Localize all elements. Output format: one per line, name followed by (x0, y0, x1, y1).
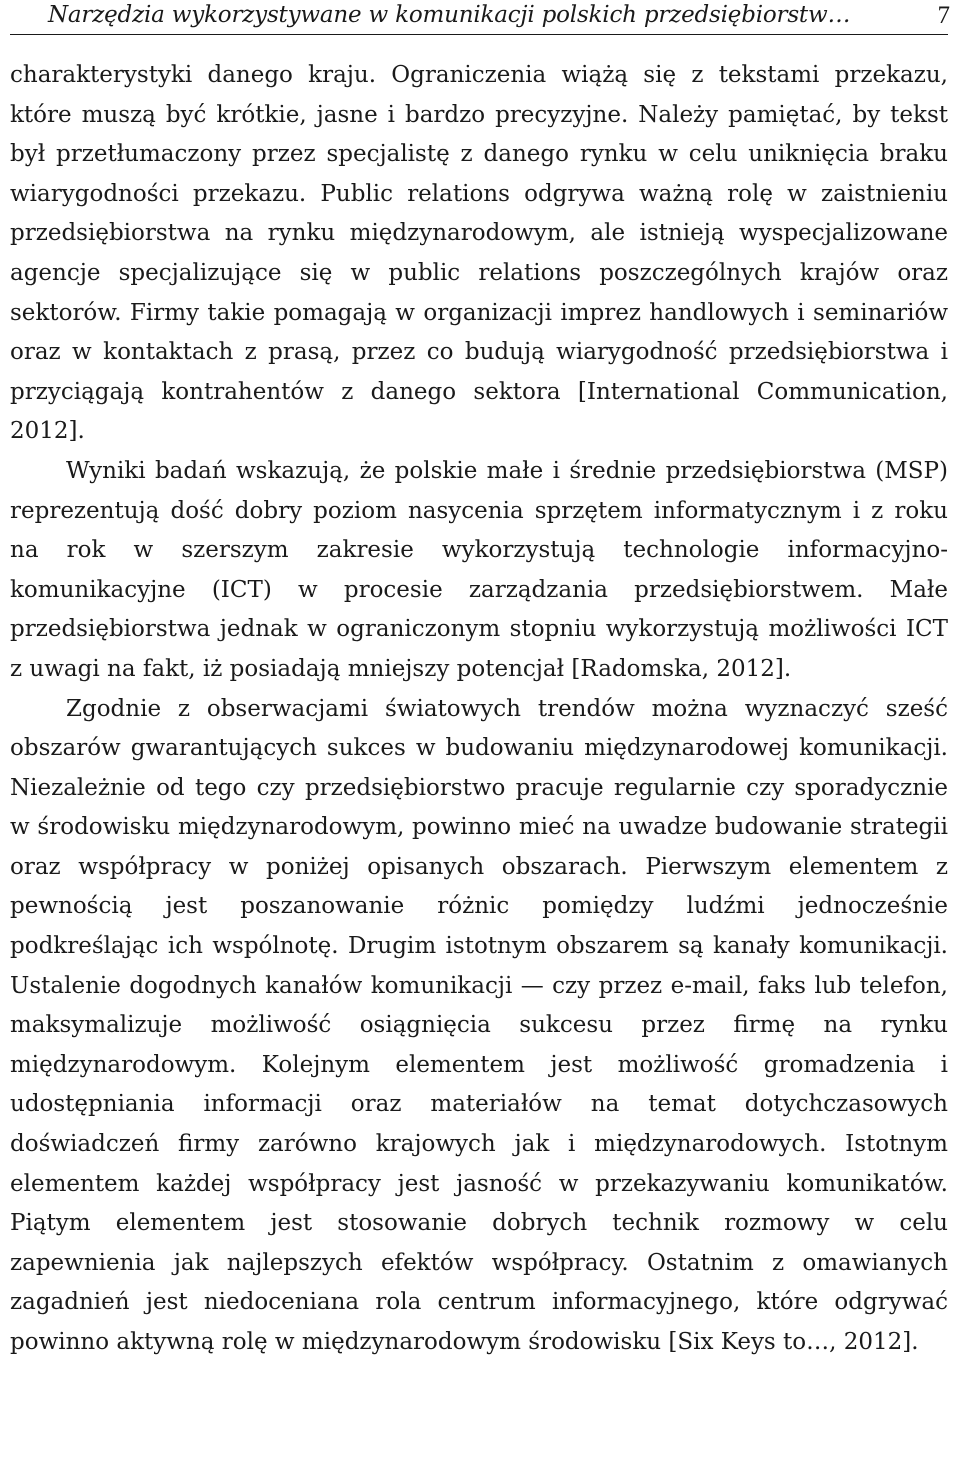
document-page (10, 0, 948, 1363)
page-number: 7 (937, 2, 950, 29)
paragraph-communication-areas: Zgodnie z obserwacjami światowych trendów można wyznaczyć sześć obszarów gwarantujących sukces w budowaniu międzynarodowej komunikacji. Niezależnie od tego czy przedsiębiorstwo pracuje regularnie czy sporadycznie w środowisku międzynarodowym, powinno mieć na uwadze budowanie strategii oraz współpracy w poniżej opisanych obszarach. Pierwszym elementem z pewnością jest poszanowanie różnic pomiędzy ludźmi jednocześnie podkreślając ich wspólnotę. Drugim istotnym obszarem są kanały komunikacji. Ustalenie dogodnych kanałów komunikacji — czy przez e-mail, faks lub telefon, maksymalizuje możliwość osiągnięcia sukcesu przez firmę na rynku międzynarodowym. Kolejnym elementem jest możliwość gromadzenia i udostępniania informacji oraz materiałów na temat dotychczasowych doświadczeń firmy zarówno krajowych jak i międzynarodowych. Istotnym elementem każdej współpracy jest jasność w przekazywaniu komunikatów. Piątym elementem jest stosowanie dobrych technik rozmowy w celu zapewnienia jak najlepszych efektów współpracy. Ostatnim z omawianych zagadnień jest niedoceniana rola centrum informacyjnego, które odgrywać powinno aktywną rolę w międzynarodowym środowisku [Six Keys to…, 2012]. (10, 695, 948, 1355)
running-header (10, 0, 948, 35)
running-title: Narzędzia wykorzystywane w komunikacji polskich przedsiębiorstw… (48, 2, 851, 28)
body-text (10, 56, 948, 1363)
paragraph-msp-ict: Wyniki badań wskazują, że polskie małe i średnie przedsiębiorstwa (MSP) reprezentują dość dobry poziom nasycenia sprzętem informatycznym i z roku na rok w szerszym zakresie wykorzystują technologie informacyjno-komunikacyjne (ICT) w procesie zarządzania przedsiębiorstwem. Małe przedsiębiorstwa jednak w ograniczonym stopniu wykorzystują możliwości ICT z uwagi na fakt, iż posiadają mniejszy potencjał [Radomska, 2012]. (10, 457, 948, 682)
paragraph-continuation: charakterystyki danego kraju. Ograniczenia wiążą się z tekstami przekazu, które muszą być krótkie, jasne i bardzo precyzyjne. Należy pamiętać, by tekst był przetłumaczony przez specjalistę z danego rynku w celu uniknięcia braku wiarygodności przekazu. Public relations odgrywa ważną rolę w zaistnieniu przedsiębiorstwa na rynku międzynarodowym, ale istnieją wyspecjalizowane agencje specjalizujące się w public relations poszczególnych krajów oraz sektorów. Firmy takie pomagają w organizacji imprez handlowych i seminariów oraz w kontaktach z prasą, przez co budują wiarygodność przedsiębiorstwa i przyciągają kontrahentów z danego sektora [International Communication, 2012]. (10, 62, 948, 445)
